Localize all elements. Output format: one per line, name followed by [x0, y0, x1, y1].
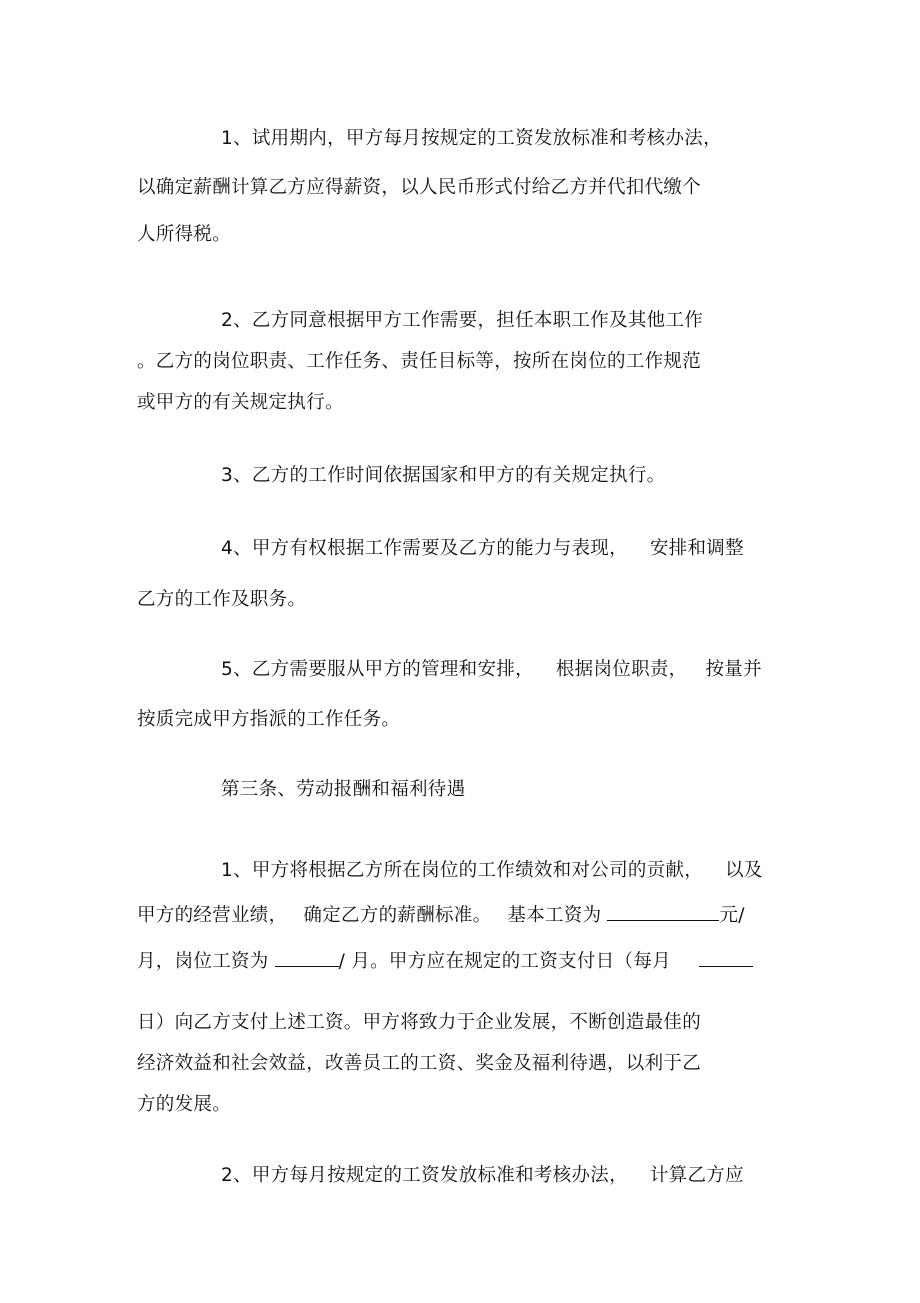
s3p1-line-2-text-d: 元/: [719, 905, 745, 926]
s3p1-line-2-text-c: 基本工资为: [507, 905, 602, 926]
paragraph-2-line-2: 。乙方的岗位职责、工作任务、责任目标等，按所在岗位的工作规范: [137, 351, 702, 372]
paragraph-3-line-1: 3、乙方的工作时间依据国家和甲方的有关规定执行。: [221, 465, 666, 486]
s3p1-line-3-text-b: / 月。甲方应在规定的工资支付日（每月: [338, 951, 671, 972]
section-3-paragraph-1-line-4: 日）向乙方支付上述工资。甲方将致力于企业发展，不断创造最佳的: [137, 1012, 702, 1033]
paragraph-2-line-1: 2、乙方同意根据甲方工作需要，担任本职工作及其他工作: [221, 310, 704, 331]
section-3-paragraph-1-line-5: 经济效益和社会效益，改善员工的工资、奖金及福利待遇，以利于乙: [137, 1053, 702, 1074]
section-3-paragraph-2-line-1: [221, 1164, 744, 1188]
paragraph-5-line-2: 按质完成甲方指派的工作任务。: [137, 709, 401, 730]
s3p1-line-2-text-b: 确定乙方的薪酬标准。: [303, 905, 492, 926]
section-3-heading: 第三条、劳动报酬和福利待遇: [221, 779, 466, 800]
paragraph-5-line-1: [221, 658, 762, 682]
basic-salary-blank: [607, 900, 719, 921]
s3p1-line-1-text-a: 1、甲方将根据乙方所在岗位的工作绩效和对公司的贡献，: [221, 860, 704, 881]
paragraph-4-line-2: 乙方的工作及职务。: [137, 589, 307, 610]
paragraph-5-line-1-text-b: 根据岗位职责，: [555, 659, 688, 680]
s3p2-line-1-text-b: 计算乙方应: [649, 1165, 744, 1186]
section-3-paragraph-1-line-6: 方的发展。: [137, 1094, 232, 1115]
pay-day-blank: [699, 946, 753, 967]
s3p1-line-1-text-b: 以及: [725, 860, 763, 881]
paragraph-5-line-1-text-a: 5、乙方需要服从甲方的管理和安排，: [221, 659, 534, 680]
paragraph-1-line-3: 人所得税。: [137, 224, 232, 245]
s3p1-line-2-text-a: 甲方的经营业绩，: [137, 905, 288, 926]
section-3-paragraph-1-line-2: [137, 900, 745, 928]
s3p1-line-3-text-a: 月，岗位工资为: [137, 951, 269, 972]
paragraph-4-line-1: [221, 537, 744, 561]
paragraph-1-line-1: 1、试用期内，甲方每月按规定的工资发放标准和考核办法，: [221, 128, 722, 149]
paragraph-4-line-1-text-a: 4、甲方有权根据工作需要及乙方的能力与表现，: [221, 538, 628, 559]
section-3-paragraph-1-line-1: [221, 859, 763, 883]
paragraph-4-line-1-text-b: 安排和调整: [649, 538, 744, 559]
s3p2-line-1-text-a: 2、甲方每月按规定的工资发放标准和考核办法，: [221, 1165, 628, 1186]
paragraph-1-line-2: 以确定薪酬计算乙方应得薪资，以人民币形式付给乙方并代扣代缴个: [137, 177, 702, 198]
position-salary-blank: [275, 946, 339, 967]
paragraph-2-line-3: 或甲方的有关规定执行。: [137, 392, 344, 413]
paragraph-5-line-1-text-c: 按量并: [705, 659, 762, 680]
section-3-paragraph-1-line-3: [137, 946, 753, 974]
